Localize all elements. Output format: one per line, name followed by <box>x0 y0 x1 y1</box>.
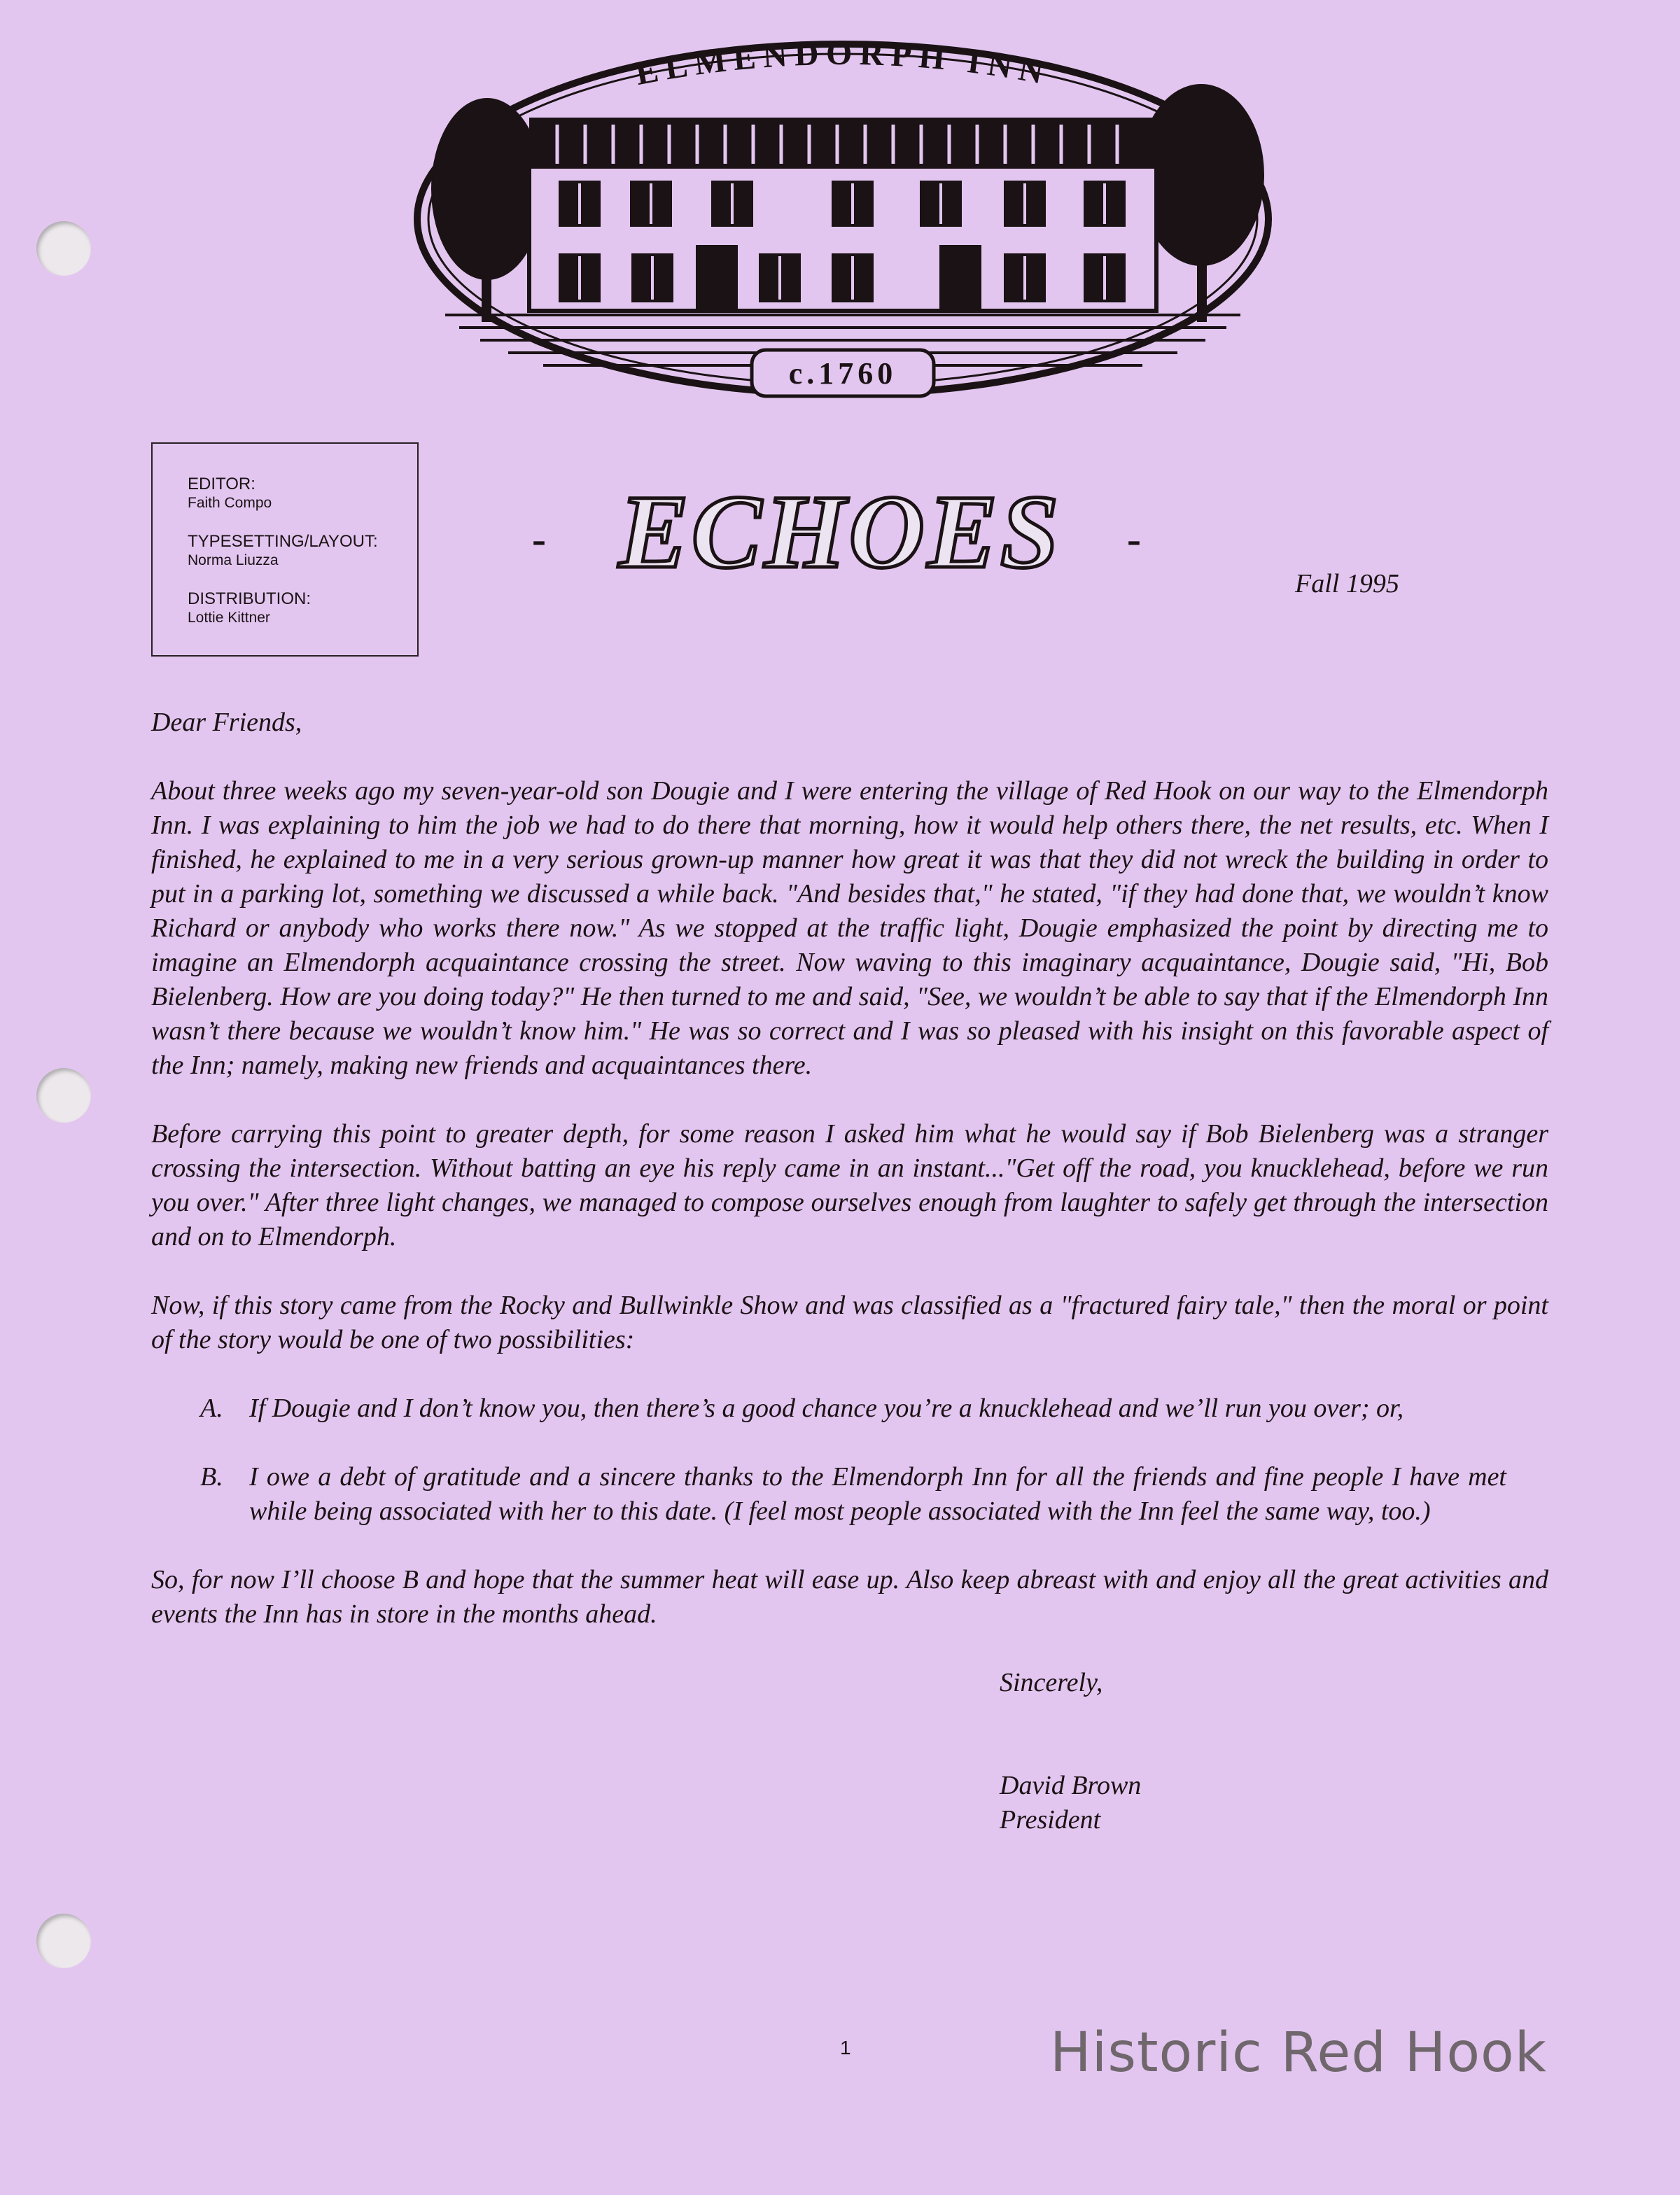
letter-greeting: Dear Friends, <box>151 708 302 737</box>
letter-paragraph: About three weeks ago my seven-year-old son Dougie and I were entering the village of Red Hook on our way to the Elmendorph Inn. I was explaining to him the job we had to do there that morning, how it would help others there, the net results, etc. When I finished, he explained to me in a very serious grown-up manner how great it was that they did not wreck the building in order to put in a parking lot, something we discussed a while back. "And besides that," he stated, "if they had done that, we wouldn’t know Richard or anybody who works there now." As we stopped at the traffic light, Dougie emphasized the point by directing me to imagine an Elmendorph acquaintance crossing the street. Now waving to this imaginary acquaintance, Dougie said, "Hi, Bob Bielenberg. How are you doing today?" He then turned to me and said, "See, we wouldn’t be able to say that if the Elmendorph Inn wasn’t there because we wouldn’t know him." He was so correct and I was so pleased with his insight on this favorable aspect of the Inn; namely, making new friends and acquaintances there. <box>151 776 1548 1080</box>
page-number: 1 <box>840 2037 851 2059</box>
binder-hole-top <box>36 221 91 276</box>
inn-logo <box>403 28 1282 410</box>
option-letter: B. <box>200 1462 223 1492</box>
masthead-title: ECHOES <box>618 476 1062 588</box>
logo-top-text: ELMENDORPH INN <box>632 34 1054 93</box>
masthead-dash-right: - <box>1127 516 1141 562</box>
closing-text: Sincerely, <box>1000 1668 1103 1697</box>
letter-option <box>200 1391 1548 1426</box>
staff-name: Lottie Kittner <box>188 610 270 626</box>
president-letter <box>151 706 1548 1837</box>
issue-date: Fall 1995 <box>1295 569 1399 598</box>
letter-paragraph: Now, if this story came from the Rocky and Bullwinkle Show and was classified as a "fractured fairy tale," then the moral or point of the story would be one of two possibilities: <box>151 1291 1548 1354</box>
binder-hole-bottom <box>36 1914 91 1968</box>
staff-role: DISTRIBUTION: <box>188 589 312 608</box>
letter-paragraph: Before carrying this point to greater depth, for some reason I asked him what he would say if Bob Bielenberg was a stranger crossing the intersection. Without batting an eye his reply came in an instant..."Get off the road, you knucklehead, before we run you over." After three light changes, we managed to compose ourselves enough from laughter to safely get through the intersection and on to Elmendorph. <box>151 1119 1548 1251</box>
watermark-text: Historic Red Hook <box>1050 2021 1547 2084</box>
signer-title: President <box>1000 1805 1101 1835</box>
staff-name: Faith Compo <box>188 495 272 511</box>
masthead-dash-left: - <box>532 516 546 562</box>
logo-bottom-text: c.1760 <box>788 356 897 391</box>
signer-name: David Brown <box>1000 1771 1142 1800</box>
option-letter: A. <box>200 1394 223 1423</box>
option-text: If Dougie and I don’t know you, then there’s a good chance you’re a knucklehead and we’ll run you over; or, <box>249 1394 1404 1423</box>
option-text: I owe a debt of gratitude and a sincere thanks to the Elmendorph Inn for all the friends and fine people I have met while being associated with her to this date. (I feel most people associated with the Inn feel the same way, too.) <box>249 1462 1506 1526</box>
binder-hole-middle <box>36 1068 91 1123</box>
staff-name: Norma Liuzza <box>188 552 279 568</box>
staff-role: EDITOR: <box>188 475 255 493</box>
staff-role: TYPESETTING/LAYOUT: <box>188 532 378 551</box>
letter-closing <box>1000 1666 1548 1837</box>
letter-final-paragraph: So, for now I’ll choose B and hope that the summer heat will ease up. Also keep abreast with and enjoy all the great activities and events the Inn has in store in the months ahead. <box>151 1565 1548 1629</box>
staff-credits-box <box>151 442 419 657</box>
newsletter-masthead <box>504 476 1176 588</box>
letter-option <box>200 1460 1548 1529</box>
